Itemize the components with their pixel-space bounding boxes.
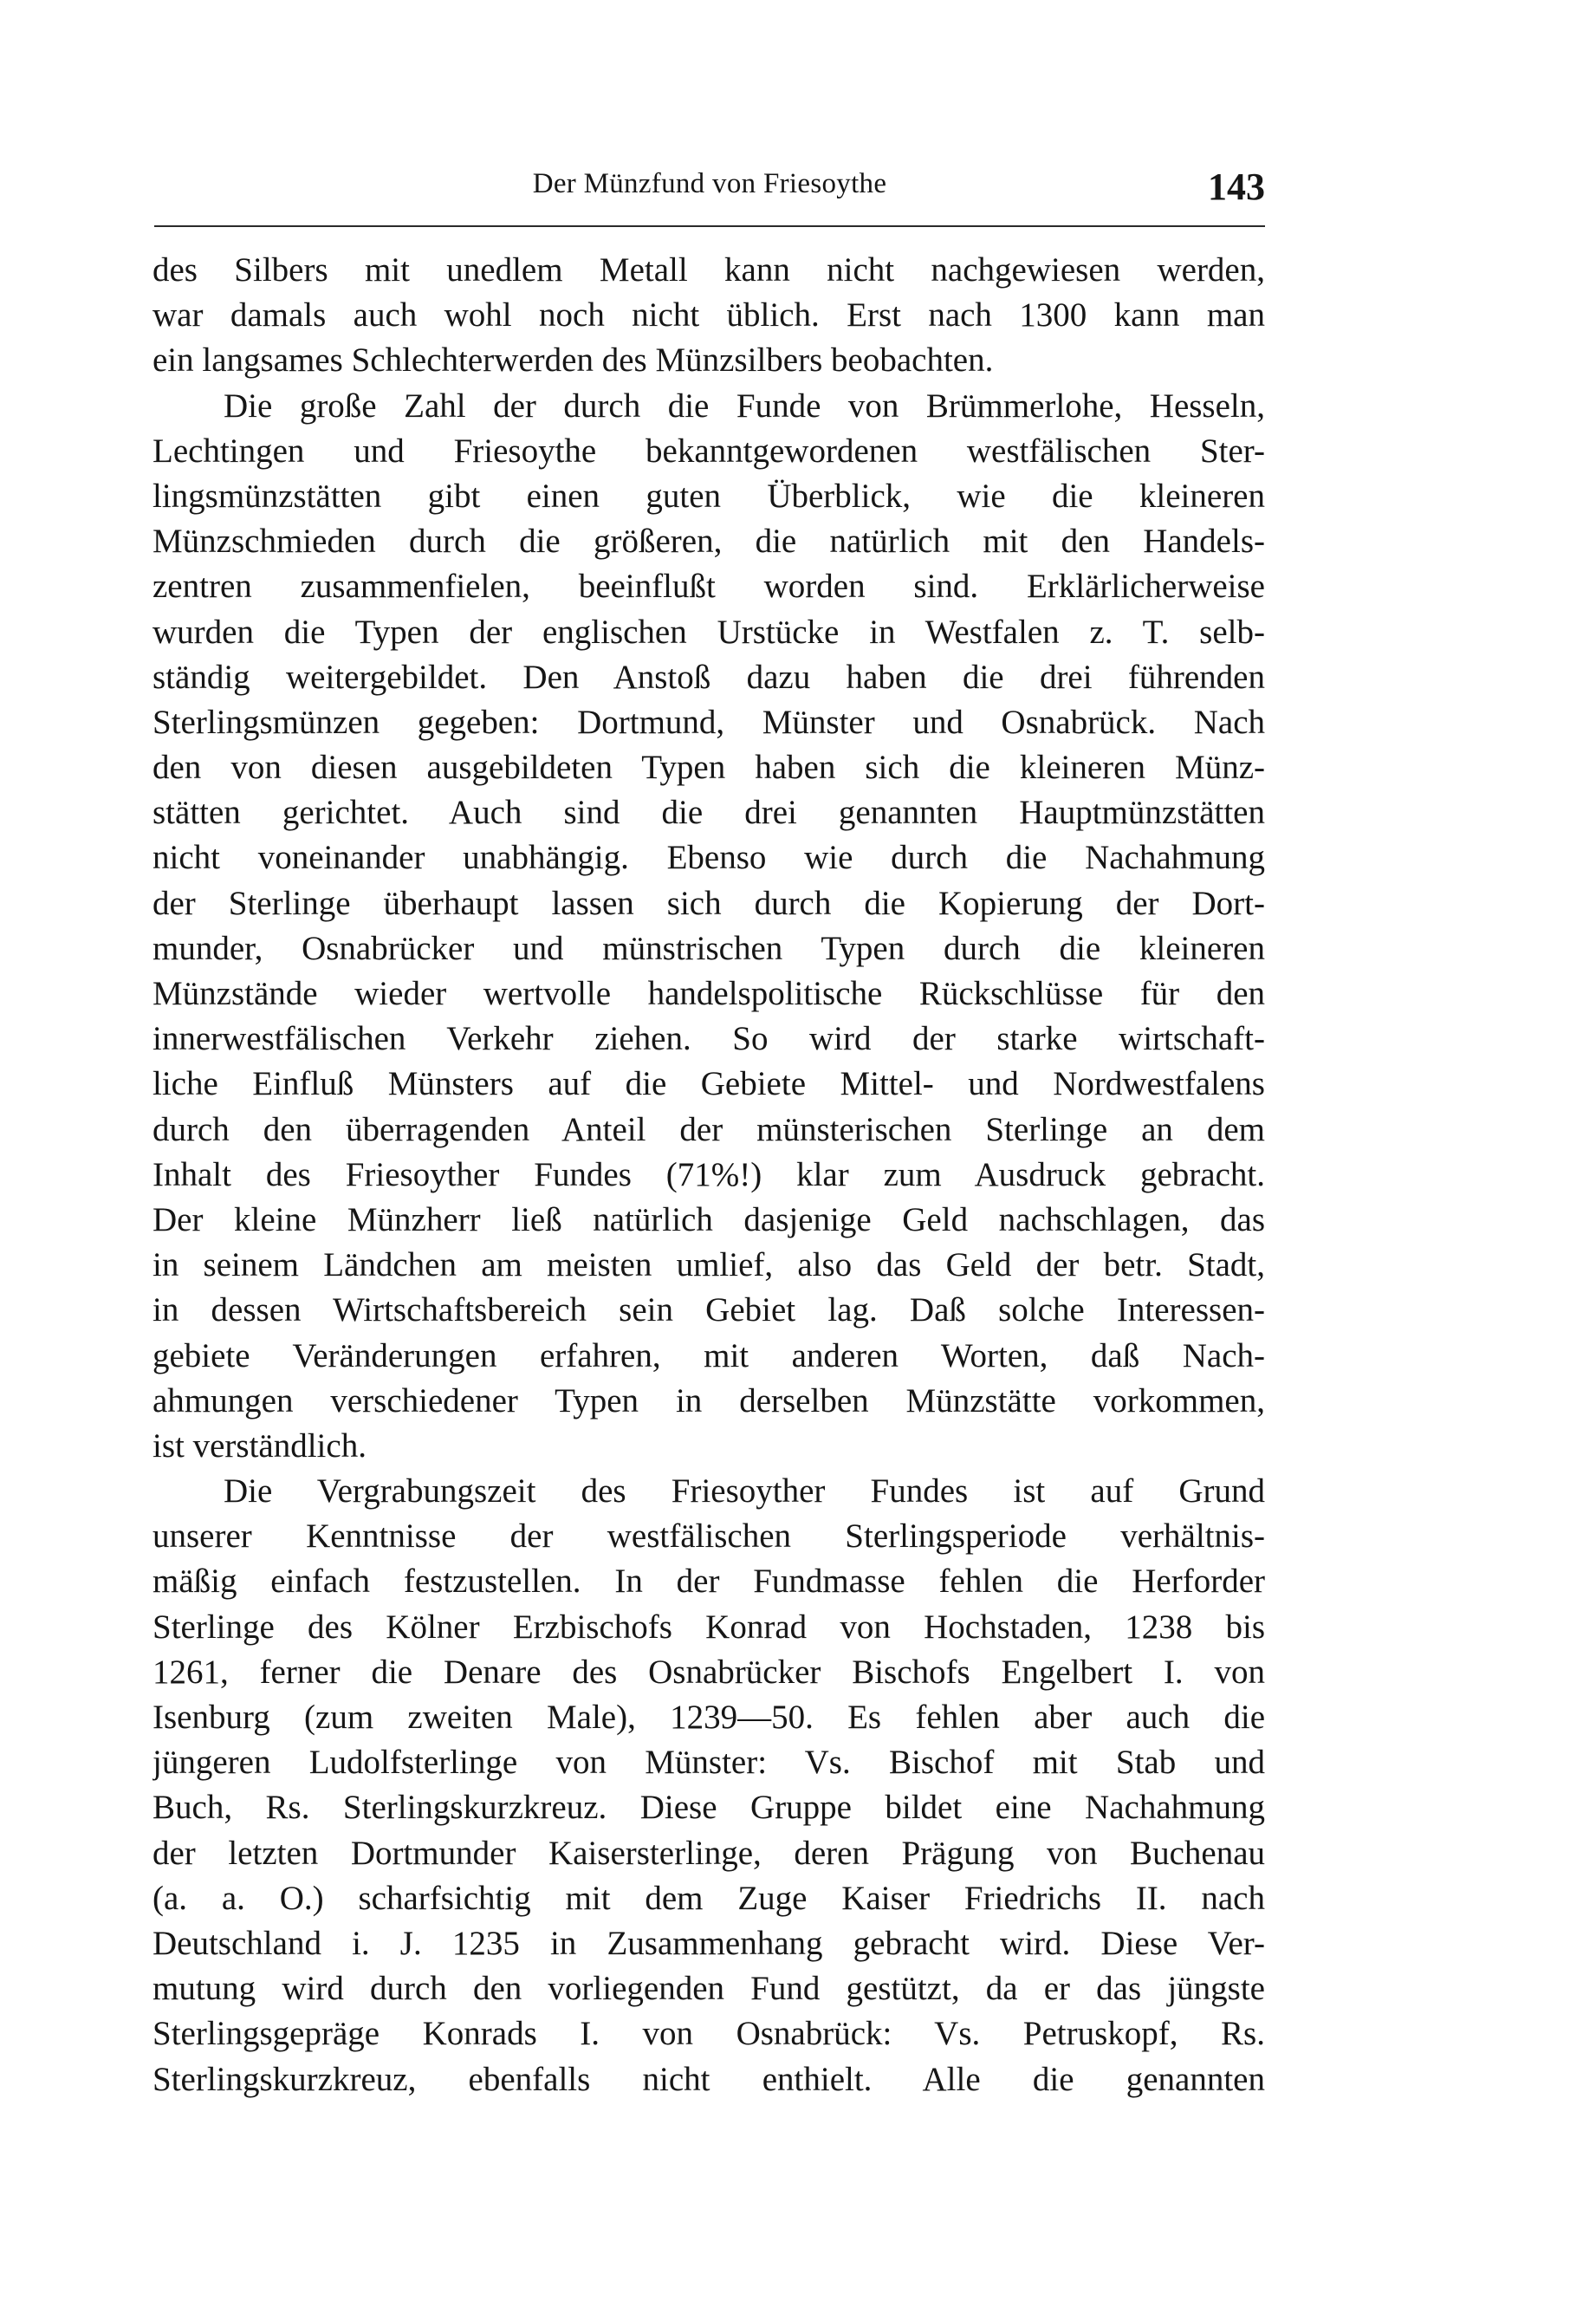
text-line: Sterlingskurzkreuz, ebenfalls nicht enthielt. Alle die genannten bbox=[152, 2060, 1265, 2098]
text-line: (a. a. O.) scharfsichtig mit dem Zuge Kaiser Friedrichs II. nach bbox=[152, 1879, 1265, 1917]
text-line: Lechtingen und Friesoythe bekanntgewordenen westfälischen Ster- bbox=[152, 432, 1265, 470]
text-line: ständig weitergebildet. Den Anstoß dazu haben die drei führenden bbox=[152, 658, 1265, 696]
text-line: munder, Osnabrücker und münstrischen Typen durch die kleineren bbox=[152, 929, 1265, 967]
text-line: Münzschmieden durch die größeren, die natürlich mit den Handels- bbox=[152, 523, 1265, 561]
text-line: 1261, ferner die Denare des Osnabrücker Bischofs Engelbert I. von bbox=[152, 1653, 1265, 1691]
text-line: der Sterlinge überhaupt lassen sich durch die Kopierung der Dort- bbox=[152, 884, 1265, 922]
text-line: innerwestfälischen Verkehr ziehen. So wird der starke wirtschaft- bbox=[152, 1020, 1265, 1058]
text-line: Die Vergrabungszeit des Friesoyther Fundes ist auf Grund bbox=[224, 1472, 1265, 1511]
running-title: Der Münzfund von Friesoythe bbox=[532, 168, 887, 199]
text-line: Isenburg (zum zweiten Male), 1239—50. Es fehlen aber auch die bbox=[152, 1699, 1265, 1736]
paragraph bbox=[152, 384, 1265, 1470]
text-line: nicht voneinander unabhängig. Ebenso wie durch die Nachahmung bbox=[152, 839, 1265, 877]
text-line: der letzten Dortmunder Kaisersterlinge, deren Prägung von Buchenau bbox=[152, 1834, 1265, 1872]
text-line: Inhalt des Friesoyther Fundes (71%!) klar zum Ausdruck gebracht. bbox=[152, 1155, 1265, 1193]
text-line: war damals auch wohl noch nicht üblich. Erst nach 1300 kann man bbox=[152, 296, 1265, 335]
text-line: ist verständlich. bbox=[152, 1426, 367, 1465]
text-line: des Silbers mit unedlem Metall kann nicht nachgewiesen werden, bbox=[152, 251, 1265, 289]
body-text bbox=[152, 248, 1265, 2102]
page-number: 143 bbox=[1208, 166, 1265, 208]
text-line: mäßig einfach festzustellen. In der Fundmasse fehlen die Herforder bbox=[152, 1563, 1265, 1601]
text-line: in seinem Ländchen am meisten umlief, also das Geld der betr. Stadt, bbox=[152, 1246, 1265, 1284]
text-line: liche Einfluß Münsters auf die Gebiete Mittel- und Nordwestfalens bbox=[152, 1065, 1265, 1103]
text-line: Die große Zahl der durch die Funde von Brümmerlohe, Hesseln, bbox=[224, 387, 1265, 425]
text-line: gebiete Veränderungen erfahren, mit anderen Worten, daß Nach- bbox=[152, 1336, 1265, 1374]
text-line: ein langsames Schlechterwerden des Münzsilbers beobachten. bbox=[152, 341, 994, 380]
text-line: den von diesen ausgebildeten Typen haben sich die kleineren Münz- bbox=[152, 749, 1265, 787]
text-line: Sterlinge des Kölner Erzbischofs Konrad von Hochstaden, 1238 bis bbox=[152, 1608, 1265, 1646]
running-header bbox=[154, 165, 1265, 227]
text-line: stätten gerichtet. Auch sind die drei genannten Hauptmünzstätten bbox=[152, 794, 1265, 832]
text-line: ahmungen verschiedener Typen in derselben Münzstätte vorkommen, bbox=[152, 1381, 1265, 1420]
text-line: mutung wird durch den vorliegenden Fund gestützt, da er das jüngste bbox=[152, 1970, 1265, 2008]
text-line: Buch, Rs. Sterlingskurzkreuz. Diese Gruppe bildet eine Nachahmung bbox=[152, 1789, 1265, 1827]
text-line: lingsmünzstätten gibt einen guten Überblick, wie die kleineren bbox=[152, 477, 1265, 515]
text-line: Sterlingsmünzen gegeben: Dortmund, Münster und Osnabrück. Nach bbox=[152, 703, 1265, 741]
text-line: zentren zusammenfielen, beeinflußt worden sind. Erklärlicherweise bbox=[152, 568, 1265, 606]
text-line: in dessen Wirtschaftsbereich sein Gebiet lag. Daß solche Interessen- bbox=[152, 1291, 1265, 1329]
paragraph bbox=[152, 248, 1265, 384]
text-line: Münzstände wieder wertvolle handelspolitische Rückschlüsse für den bbox=[152, 975, 1265, 1012]
text-line: durch den überragenden Anteil der münsterischen Sterlinge an dem bbox=[152, 1110, 1265, 1148]
text-line: jüngeren Ludolfsterlinge von Münster: Vs. Bischof mit Stab und bbox=[152, 1744, 1265, 1782]
text-line: unserer Kenntnisse der westfälischen Sterlingsperiode verhältnis- bbox=[152, 1517, 1265, 1556]
text-line: wurden die Typen der englischen Urstücke in Westfalen z. T. selb- bbox=[152, 613, 1265, 651]
text-line: Deutschland i. J. 1235 in Zusammenhang gebracht wird. Diese Ver- bbox=[152, 1924, 1265, 1962]
paragraph bbox=[152, 1469, 1265, 2102]
text-line: Sterlingsgepräge Konrads I. von Osnabrück: Vs. Petruskopf, Rs. bbox=[152, 2015, 1265, 2053]
text-line: Der kleine Münzherr ließ natürlich dasjenige Geld nachschlagen, das bbox=[152, 1200, 1265, 1238]
